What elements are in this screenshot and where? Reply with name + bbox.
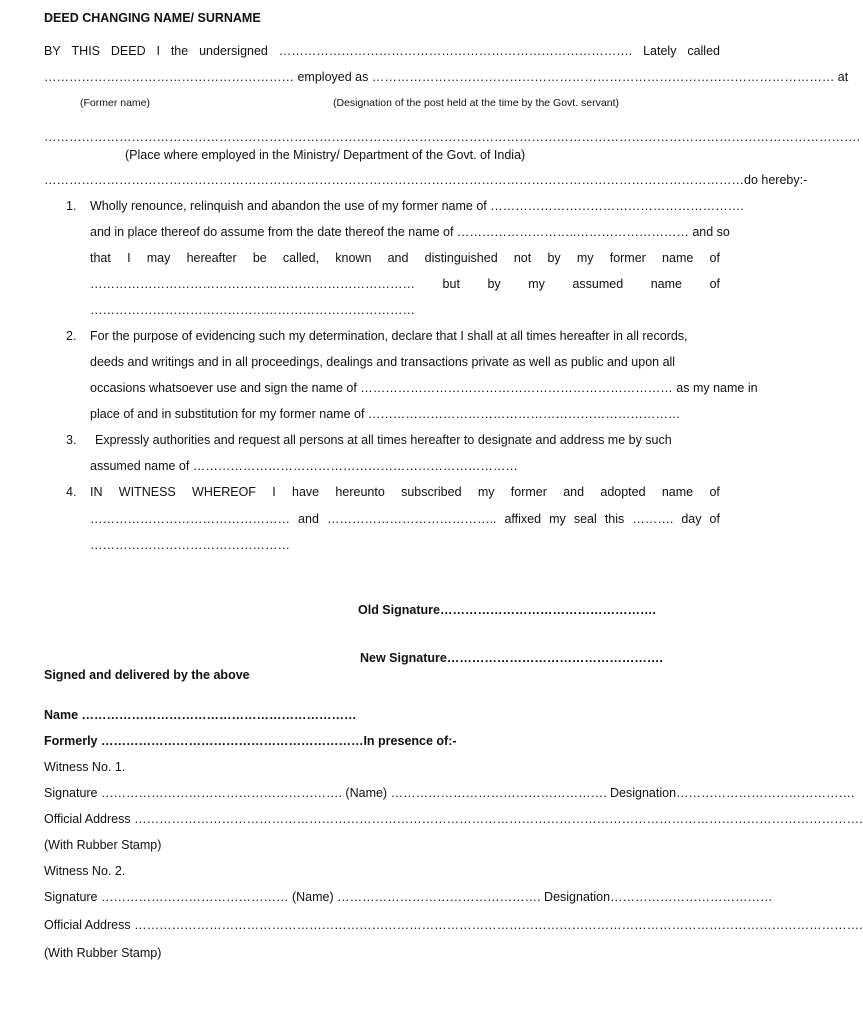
word: BY — [44, 44, 61, 58]
name-line: Name ………………………………………………………… — [44, 708, 357, 722]
item4-line3: ………………………………………… — [90, 538, 290, 552]
word: ………. — [632, 512, 674, 526]
word: my — [528, 277, 545, 291]
witness1-label: Witness No. 1. — [44, 760, 126, 774]
witness1-signature-line: Signature …………………………………………………. (Name) ……………………………………………. Designation……………………………………. — [44, 786, 855, 800]
item3-line2: assumed name of …………………………………………………………………… — [90, 459, 518, 473]
word: by — [547, 251, 561, 265]
word: my — [549, 512, 566, 526]
word: affixed — [504, 512, 542, 526]
word: hereunto — [335, 485, 385, 499]
word: adopted — [600, 485, 646, 499]
word: my — [576, 251, 594, 265]
word: and — [563, 485, 585, 499]
item-number: 2. — [66, 329, 77, 343]
item1-line4 — [90, 276, 720, 292]
word: DEED — [110, 44, 146, 58]
item1-line5: …………………………………………………………………… — [90, 303, 415, 317]
word: I — [156, 44, 160, 58]
designation-note: (Designation of the post held at the time by the Govt. servant) — [333, 97, 619, 109]
witness2-label: Witness No. 2. — [44, 864, 126, 878]
item-number: 3. — [66, 433, 77, 447]
word: known — [335, 251, 372, 265]
word: name — [662, 251, 694, 265]
word: called, — [282, 251, 320, 265]
item-number: 4. — [66, 485, 77, 499]
old-signature-line: Old Signature……………………………………………. — [358, 603, 656, 617]
word: …………………………………………………………………………. — [278, 44, 633, 58]
new-signature-line: New Signature……………………………………………. — [360, 651, 663, 665]
word: Lately — [643, 44, 677, 58]
word: I — [127, 251, 131, 265]
witness2-address-line: Official Address …………………………………………………………………………………………………………………………………………………………. — [44, 918, 863, 932]
do-hereby-line: ……………………………………………………………………………………………………………………………………………………do hereby:- — [44, 173, 808, 187]
word: distinguished — [424, 251, 498, 265]
word: and — [387, 251, 409, 265]
witness2-signature-line: Signature ……………………………………… (Name) …………………………………………. Designation………………………………… — [44, 890, 773, 904]
word: not — [513, 251, 532, 265]
word: hereafter — [186, 251, 237, 265]
former-name-note: (Former name) — [80, 97, 151, 109]
item2-line2: deeds and writings and in all proceedings, dealings and transactions private as well as public and upon all — [90, 355, 676, 369]
intro-line — [44, 43, 720, 59]
word: may — [146, 251, 171, 265]
item1-line2: and in place thereof do assume from the date thereof the name of ………………………..……………………… and so — [90, 225, 730, 239]
formerly-line: Formerly ………………………………………………………In presence of:- — [44, 734, 457, 748]
item1-line1: Wholly renounce, relinquish and abandon the use of my former name of ……………………………………………………. — [90, 199, 744, 213]
word: by — [487, 277, 501, 291]
word: IN — [90, 485, 103, 499]
word: have — [292, 485, 320, 499]
place-note: (Place where employed in the Ministry/ Department of the Govt. of India) — [125, 148, 526, 162]
witness1-address-line: Official Address …………………………………………………………………………………………………………………………………………………………. — [44, 812, 863, 826]
word: former — [510, 485, 547, 499]
word: called — [687, 44, 720, 58]
word: of — [709, 277, 720, 291]
word: name — [661, 485, 694, 499]
word: I — [272, 485, 276, 499]
item2-line4: place of and in substitution for my former name of ………………………………………………………………… — [90, 407, 681, 421]
word: ………………………………………… — [90, 512, 290, 526]
word: of — [709, 251, 720, 265]
word: seal — [573, 512, 597, 526]
word: subscribed — [401, 485, 462, 499]
word: assumed — [572, 277, 624, 291]
former-name-employed-line: …………………………………………………… employed as ………………………………………………………………………………………………… at — [44, 70, 849, 84]
word: my — [477, 485, 495, 499]
word: undersigned — [199, 44, 268, 58]
word: but — [442, 277, 460, 291]
word: of — [709, 485, 720, 499]
item4-line2 — [90, 511, 720, 527]
document-title: DEED CHANGING NAME/ SURNAME — [44, 11, 261, 25]
witness1-stamp: (With Rubber Stamp) — [44, 838, 162, 852]
word: and — [298, 512, 319, 526]
word: WHEREOF — [192, 485, 256, 499]
word: the — [170, 44, 189, 58]
word: be — [252, 251, 267, 265]
place-employed-line: ……………………………………………………………………………………………………………………………………………………………………………. — [44, 130, 860, 144]
item4-line1 — [90, 484, 720, 500]
word: THIS — [71, 44, 101, 58]
word: day — [681, 512, 702, 526]
item2-line3: occasions whatsoever use and sign the name of ………………………………………………………………… as my name in — [90, 381, 758, 395]
item-number: 1. — [66, 199, 77, 213]
item1-line3 — [90, 250, 720, 266]
signed-delivered-label: Signed and delivered by the above — [44, 668, 250, 682]
witness2-stamp: (With Rubber Stamp) — [44, 946, 162, 960]
word: WITNESS — [118, 485, 176, 499]
word: …………………………………………………………………… — [90, 277, 415, 291]
item3-line1: Expressly authorities and request all persons at all times hereafter to designate and address me by such — [95, 433, 672, 447]
word: that — [90, 251, 111, 265]
item2-line1: For the purpose of evidencing such my determination, declare that I shall at all times hereafter in all records, — [90, 329, 688, 343]
word: of — [709, 512, 720, 526]
word: former — [609, 251, 646, 265]
word: this — [604, 512, 625, 526]
word: ………………………………….. — [326, 512, 497, 526]
word: name — [650, 277, 683, 291]
